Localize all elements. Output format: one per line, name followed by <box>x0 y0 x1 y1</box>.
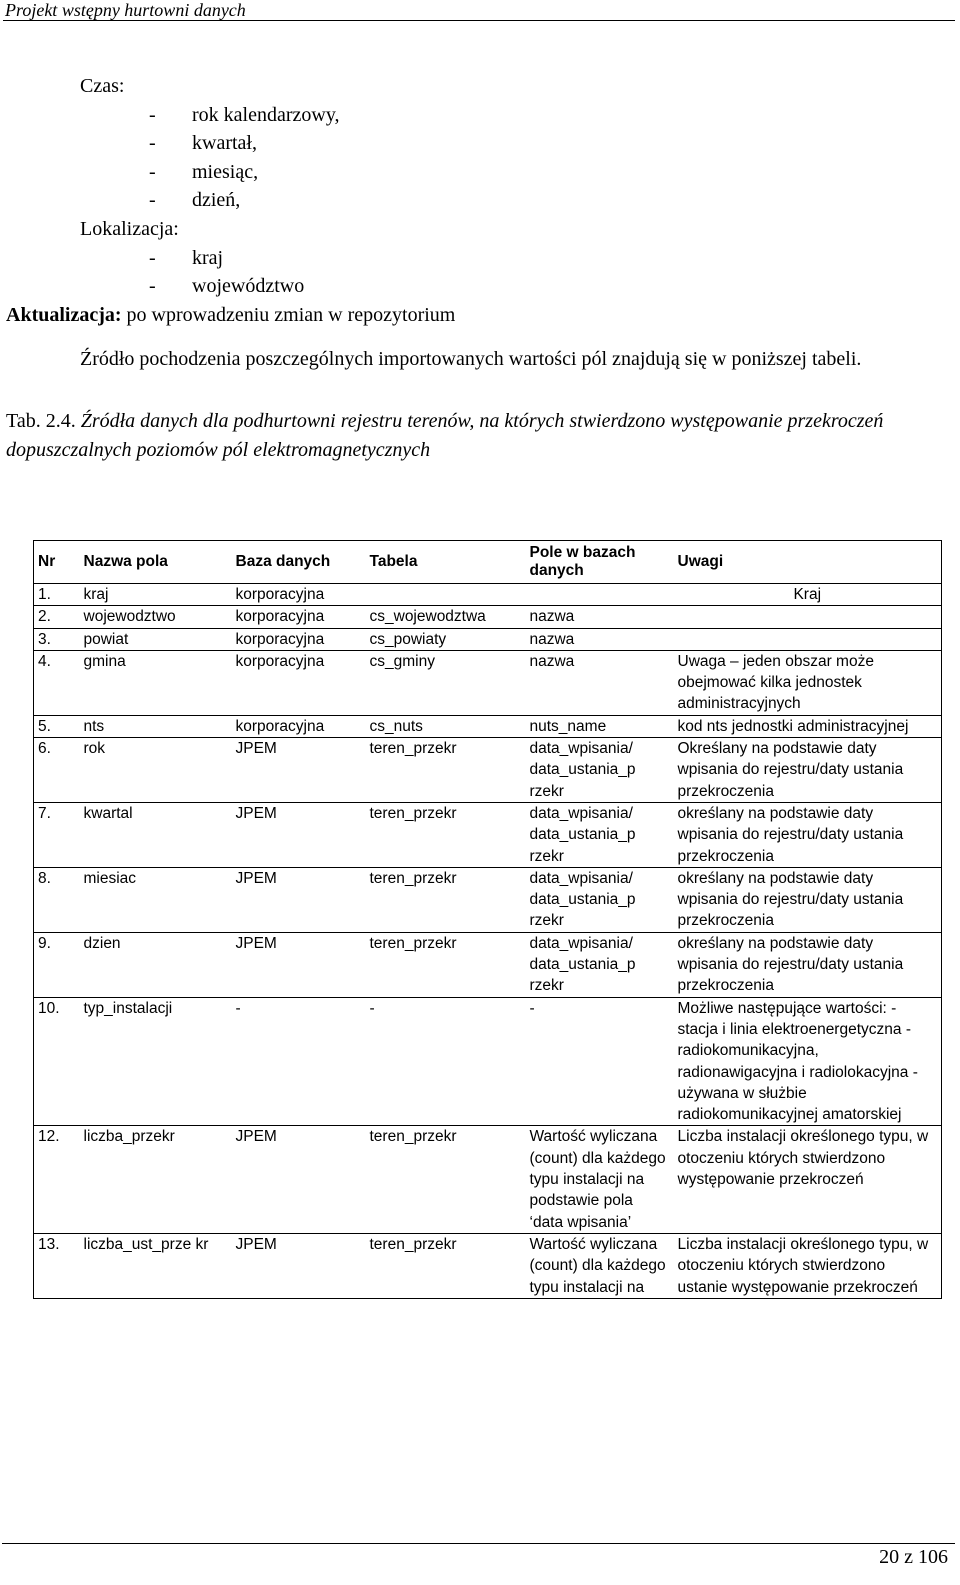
cell-nazwa: liczba_ust_prze kr <box>80 1233 232 1298</box>
table-row <box>34 867 942 932</box>
cell-uwagi <box>674 606 942 628</box>
cell-tabela: teren_przekr <box>366 867 526 932</box>
cell-uwagi: Liczba instalacji określonego typu, w otoczeniu których stwierdzono ustanie występowanie przekroczeń <box>674 1233 942 1298</box>
table-row <box>34 932 942 997</box>
cell-tabela: cs_powiaty <box>366 628 526 650</box>
source-paragraph: Źródło pochodzenia poszczególnych importowanych wartości pól znajdują się w poniższej tabeli. <box>80 348 862 371</box>
cell-uwagi: Uwaga – jeden obszar może obejmować kilka jednostek administracyjnych <box>674 650 942 715</box>
table-row <box>34 802 942 867</box>
header-tabela: Tabela <box>366 541 526 584</box>
cell-pole: data_wpisania/ data_ustania_p rzekr <box>526 867 674 932</box>
cell-nr: 13. <box>34 1233 80 1298</box>
cell-nr: 3. <box>34 628 80 650</box>
cell-nazwa: miesiac <box>80 867 232 932</box>
cell-baza: korporacyjna <box>232 715 366 737</box>
cell-pole: nazwa <box>526 628 674 650</box>
header-baza: Baza danych <box>232 541 366 584</box>
cell-nr: 4. <box>34 650 80 715</box>
cell-baza: JPEM <box>232 1233 366 1298</box>
cell-pole: nuts_name <box>526 715 674 737</box>
cell-tabela: teren_przekr <box>366 1233 526 1298</box>
czas-item-text: kwartał, <box>192 132 257 155</box>
cell-nazwa: gmina <box>80 650 232 715</box>
cell-baza: JPEM <box>232 867 366 932</box>
cell-nazwa: powiat <box>80 628 232 650</box>
header-uwagi: Uwagi <box>674 541 942 584</box>
cell-pole: nazwa <box>526 650 674 715</box>
cell-pole: Wartość wyliczana (count) dla każdego typu instalacji na podstawie pola ‘data wpisania’ <box>526 1126 674 1233</box>
cell-uwagi: Możliwe następujące wartości: - stacja i linia elektroenergetyczna - radiokomunikacyjna, radionawigacyjna i radiolokacyjna - używana w służbie radiokomunikacyjnej amatorskiej <box>674 997 942 1126</box>
aktualizacja-value: po wprowadzeniu zmian w repozytorium <box>121 303 456 326</box>
table-row <box>34 628 942 650</box>
cell-pole: data_wpisania/ data_ustania_p rzekr <box>526 932 674 997</box>
table-row <box>34 606 942 628</box>
dash-bullet: - <box>149 132 156 155</box>
lokalizacja-list <box>6 244 950 301</box>
header-nr: Nr <box>34 541 80 584</box>
table-body <box>34 584 942 1299</box>
lokalizacja-item <box>6 272 950 301</box>
table-row <box>34 650 942 715</box>
cell-tabela: teren_przekr <box>366 932 526 997</box>
dash-bullet: - <box>149 275 156 298</box>
document-body <box>6 72 950 464</box>
cell-nazwa: kwartal <box>80 802 232 867</box>
cell-uwagi: Liczba instalacji określonego typu, w otoczeniu których stwierdzono występowanie przekroczeń <box>674 1126 942 1233</box>
table-row <box>34 715 942 737</box>
cell-tabela <box>366 584 526 606</box>
dash-bullet: - <box>149 160 156 183</box>
cell-baza: JPEM <box>232 1126 366 1233</box>
cell-tabela: cs_nuts <box>366 715 526 737</box>
czas-item <box>6 158 950 187</box>
table-row <box>34 584 942 606</box>
cell-pole: Wartość wyliczana (count) dla każdego typu instalacji na <box>526 1233 674 1298</box>
cell-baza: korporacyjna <box>232 584 366 606</box>
cell-pole <box>526 584 674 606</box>
cell-uwagi: określany na podstawie daty wpisania do rejestru/daty ustania przekroczenia <box>674 802 942 867</box>
cell-nazwa: liczba_przekr <box>80 1126 232 1233</box>
caption-text: Źródła danych dla podhurtowni rejestru terenów, na których stwierdzono występowanie przekroczeń dopuszczalnych poziomów pól elektromagnetycznych <box>6 409 884 461</box>
cell-pole: data_wpisania/ data_ustania_p rzekr <box>526 802 674 867</box>
czas-item <box>6 186 950 215</box>
table-row <box>34 1126 942 1233</box>
cell-nr: 6. <box>34 738 80 803</box>
cell-nr: 5. <box>34 715 80 737</box>
cell-nr: 9. <box>34 932 80 997</box>
cell-nr: 8. <box>34 867 80 932</box>
dash-bullet: - <box>149 103 156 126</box>
running-header: Projekt wstępny hurtowni danych <box>5 0 246 20</box>
cell-baza: korporacyjna <box>232 628 366 650</box>
cell-pole: nazwa <box>526 606 674 628</box>
lokalizacja-label: Lokalizacja: <box>80 217 179 240</box>
aktualizacja-line <box>6 301 950 330</box>
cell-tabela: cs_gminy <box>366 650 526 715</box>
cell-nr: 10. <box>34 997 80 1126</box>
cell-nr: 12. <box>34 1126 80 1233</box>
czas-item-text: dzień, <box>192 189 241 212</box>
dash-bullet: - <box>149 246 156 269</box>
cell-nr: 2. <box>34 606 80 628</box>
cell-nazwa: kraj <box>80 584 232 606</box>
cell-uwagi: Kraj <box>674 584 942 606</box>
cell-nazwa: nts <box>80 715 232 737</box>
header-nazwa: Nazwa pola <box>80 541 232 584</box>
header-pole: Pole w bazach danych <box>526 541 674 584</box>
cell-nazwa: wojewodztwo <box>80 606 232 628</box>
cell-uwagi: Określany na podstawie daty wpisania do rejestru/daty ustania przekroczenia <box>674 738 942 803</box>
lokalizacja-item <box>6 244 950 273</box>
dash-bullet: - <box>149 189 156 212</box>
lokalizacja-item-text: województwo <box>192 275 305 298</box>
cell-nazwa: typ_instalacji <box>80 997 232 1126</box>
table-caption <box>6 407 950 464</box>
cell-uwagi: określany na podstawie daty wpisania do rejestru/daty ustania przekroczenia <box>674 932 942 997</box>
czas-item <box>6 129 950 158</box>
table-header-row <box>34 541 942 584</box>
cell-baza: korporacyjna <box>232 606 366 628</box>
czas-item-text: rok kalendarzowy, <box>192 103 340 126</box>
caption-label: Tab. 2.4. <box>6 409 76 432</box>
czas-list <box>6 101 950 215</box>
lokalizacja-item-text: kraj <box>192 246 224 269</box>
czas-item-text: miesiąc, <box>192 160 259 183</box>
cell-baza: JPEM <box>232 932 366 997</box>
cell-nr: 1. <box>34 584 80 606</box>
cell-baza: korporacyjna <box>232 650 366 715</box>
cell-tabela: teren_przekr <box>366 738 526 803</box>
cell-uwagi <box>674 628 942 650</box>
cell-nazwa: dzien <box>80 932 232 997</box>
footer-rule <box>2 1543 955 1544</box>
cell-uwagi: określany na podstawie daty wpisania do rejestru/daty ustania przekroczenia <box>674 867 942 932</box>
cell-pole: data_wpisania/ data_ustania_p rzekr <box>526 738 674 803</box>
cell-tabela: teren_przekr <box>366 1126 526 1233</box>
table-row <box>34 738 942 803</box>
cell-baza: JPEM <box>232 802 366 867</box>
cell-baza: JPEM <box>232 738 366 803</box>
cell-nazwa: rok <box>80 738 232 803</box>
cell-tabela: cs_wojewodztwa <box>366 606 526 628</box>
cell-nr: 7. <box>34 802 80 867</box>
cell-tabela: teren_przekr <box>366 802 526 867</box>
page-number: 20 z 106 <box>879 1546 948 1568</box>
cell-tabela: - <box>366 997 526 1126</box>
czas-label: Czas: <box>80 75 125 97</box>
cell-pole: - <box>526 997 674 1126</box>
table-row <box>34 997 942 1126</box>
aktualizacja-label: Aktualizacja: <box>6 303 122 326</box>
source-table <box>33 540 942 1299</box>
czas-item <box>6 101 950 130</box>
cell-uwagi: kod nts jednostki administracyjnej <box>674 715 942 737</box>
cell-baza: - <box>232 997 366 1126</box>
header-rule <box>3 20 955 21</box>
table-row <box>34 1233 942 1298</box>
